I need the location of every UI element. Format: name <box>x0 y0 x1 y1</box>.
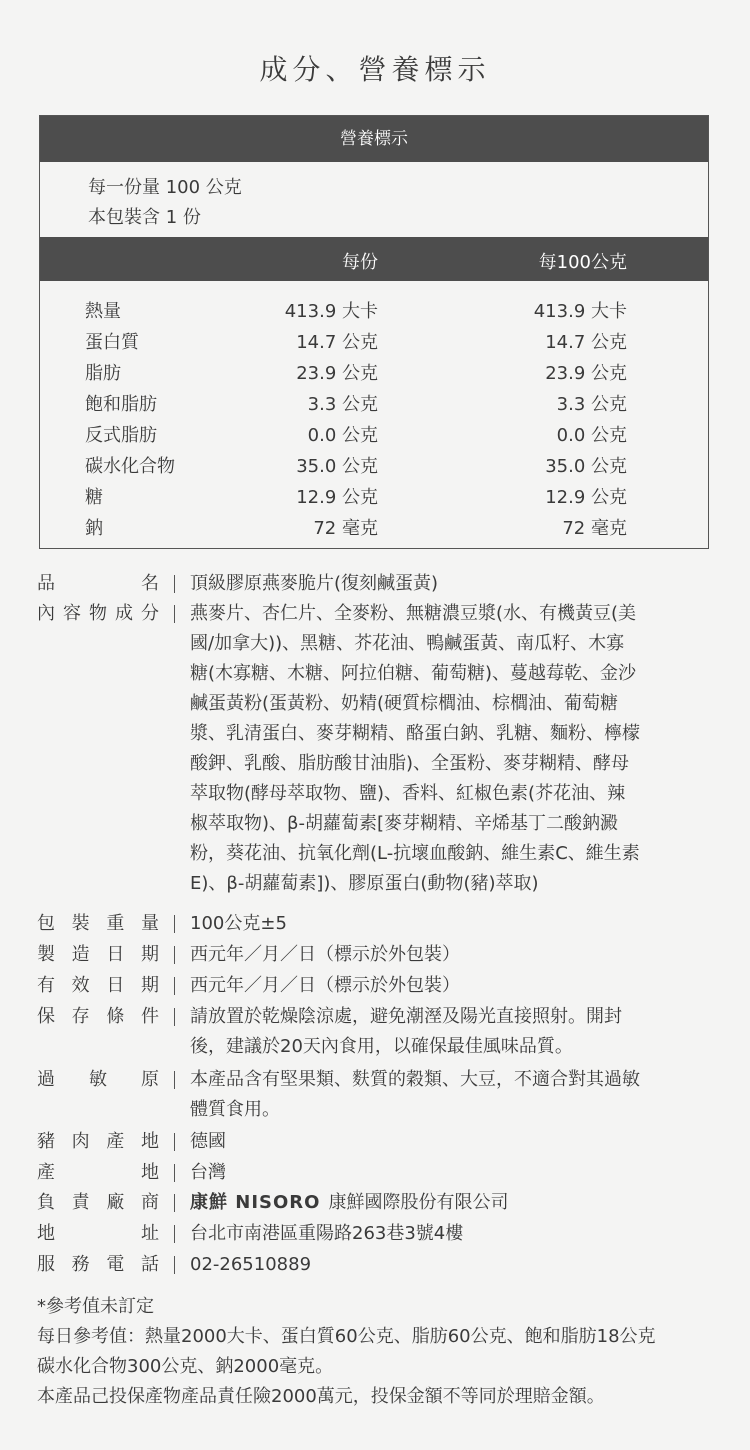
nutrient-name: 飽和脂肪 <box>85 394 157 415</box>
value-text: 台灣 <box>190 1162 226 1183</box>
column-header <box>40 237 708 281</box>
product-name-label: 品 名 <box>37 573 159 594</box>
nutrient-name: 碳水化合物 <box>85 456 175 477</box>
value-text: 萃取物(酵母萃取物、鹽)、香料、紅椒色素(芥花油、辣 <box>190 783 626 804</box>
value-text: 德國 <box>190 1131 226 1152</box>
nutrient-name: 脂肪 <box>85 363 121 384</box>
per-serving-value: 14.7 公克 <box>296 332 378 353</box>
value-text: 國/加拿大))、黑糖、芥花油、鴨鹹蛋黃、南瓜籽、木寡 <box>190 633 625 654</box>
value-text: E)、β-胡蘿蔔素])、膠原蛋白(動物(豬)萃取) <box>190 873 539 894</box>
per-100g-value: 23.9 公克 <box>545 363 627 384</box>
value-line <box>190 569 712 599</box>
value-line <box>190 779 712 809</box>
nutrition-row <box>40 390 708 421</box>
value-text: 02-26510889 <box>190 1254 312 1275</box>
separator <box>174 977 175 995</box>
storage-value <box>190 1002 712 1062</box>
value-text: 後，建議於20天內食用，以確保最佳風味品質。 <box>190 1036 573 1057</box>
pork-origin-value <box>190 1127 712 1157</box>
value-text: 西元年／月／日（標示於外包裝） <box>190 975 460 996</box>
per-serving-value: 35.0 公克 <box>296 456 378 477</box>
nutrient-name: 反式脂肪 <box>85 425 157 446</box>
value-text: 本產品含有堅果類、麩質的穀類、大豆，不適合對其過敏 <box>190 1069 640 1090</box>
separator <box>174 1164 175 1182</box>
value-line <box>190 1219 712 1249</box>
separator <box>174 605 175 623</box>
value-line <box>190 1158 712 1188</box>
separator <box>174 915 175 933</box>
origin-label: 產 地 <box>37 1162 159 1183</box>
value-line <box>190 1095 712 1125</box>
value-line <box>190 1127 712 1157</box>
storage-label: 保 存 條 件 <box>37 1006 159 1027</box>
value-line <box>190 971 712 1001</box>
nutrition-row <box>40 328 708 359</box>
value-text: 體質食用。 <box>190 1099 280 1120</box>
separator <box>174 1225 175 1243</box>
value-text: 西元年／月／日（標示於外包裝） <box>190 944 460 965</box>
value-line <box>190 599 712 629</box>
separator <box>174 575 175 593</box>
manufacture-date-value <box>190 940 712 970</box>
value-line <box>190 1002 712 1032</box>
per-serving-value: 413.9 大卡 <box>284 301 378 322</box>
net-weight-label: 包 裝 重 量 <box>37 913 159 934</box>
daily-reference-continued: 碳水化合物300公克、鈉2000毫克。 <box>37 1356 334 1377</box>
per-100g-value: 0.0 公克 <box>556 425 627 446</box>
address-value <box>190 1219 712 1249</box>
per-100g-value: 12.9 公克 <box>545 487 627 508</box>
nutrient-name: 鈉 <box>85 518 103 539</box>
column-per-serving: 每份 <box>342 252 378 273</box>
value-line <box>190 1188 712 1218</box>
value-line <box>190 909 712 939</box>
separator <box>174 1133 175 1151</box>
value-text: 糖(木寡糖、木糖、阿拉伯糖、葡萄糖)、蔓越莓乾、金沙 <box>190 663 637 684</box>
value-line <box>190 839 712 869</box>
manufacturer-label: 負 責 廠 商 <box>37 1192 159 1213</box>
ingredients-value <box>190 599 712 899</box>
per-serving-value: 72 毫克 <box>313 518 378 539</box>
value-text: 酸鉀、乳酸、脂肪酸甘油脂)、全蛋粉、麥芽糊精、酵母 <box>190 753 630 774</box>
per-serving-value: 12.9 公克 <box>296 487 378 508</box>
value-text: 椒萃取物)、β-胡蘿蔔素[麥芽糊精、辛烯基丁二酸鈉澱 <box>190 813 619 834</box>
servings-per-pack: 本包裝含 1 份 <box>88 207 201 228</box>
nutrient-name: 蛋白質 <box>85 332 139 353</box>
nutrition-table <box>39 115 709 549</box>
per-100g-value: 413.9 大卡 <box>533 301 627 322</box>
serving-size: 每一份量 100 公克 <box>88 177 242 198</box>
service-phone-label: 服 務 電 話 <box>37 1254 159 1275</box>
page-title: 成分、營養標示 <box>259 53 491 86</box>
value-line <box>190 1250 712 1280</box>
value-text: 100公克±5 <box>190 913 287 934</box>
separator <box>174 1008 175 1026</box>
nutrition-row <box>40 452 708 483</box>
value-text: 燕麥片、杏仁片、全麥粉、無糖濃豆漿(水、有機黃豆(美 <box>190 603 637 624</box>
value-text: 漿、乳清蛋白、麥芽糊精、酪蛋白鈉、乳糖、麵粉、檸檬 <box>190 723 640 744</box>
value-text: 粉，葵花油、抗氧化劑(L-抗壞血酸鈉、維生素C、維生素 <box>190 843 640 864</box>
per-serving-value: 0.0 公克 <box>307 425 378 446</box>
value-text: 台北市南港區重陽路263巷3號4樓 <box>190 1223 464 1244</box>
separator <box>174 1071 175 1089</box>
separator <box>174 1256 175 1274</box>
address-label: 地 址 <box>37 1223 159 1244</box>
value-line <box>190 1032 712 1062</box>
value-text: 請放置於乾燥陰涼處，避免潮溼及陽光直接照射。開封 <box>190 1006 622 1027</box>
value-line <box>190 719 712 749</box>
per-serving-value: 23.9 公克 <box>296 363 378 384</box>
service-phone-value <box>190 1250 712 1280</box>
manufacturer-value <box>190 1188 712 1218</box>
nutrient-name: 熱量 <box>85 301 121 322</box>
net-weight-value <box>190 909 712 939</box>
column-per-100g: 每100公克 <box>538 252 627 273</box>
per-100g-value: 35.0 公克 <box>545 456 627 477</box>
value-text: 鹹蛋黃粉(蛋黃粉、奶精(硬質棕櫚油、棕櫚油、葡萄糖 <box>190 693 619 714</box>
nutrition-row <box>40 359 708 390</box>
value-line <box>190 809 712 839</box>
nutrition-row <box>40 421 708 452</box>
value-line <box>190 1065 712 1095</box>
allergen-label: 過 敏 原 <box>37 1069 159 1090</box>
separator <box>174 1194 175 1212</box>
expiry-date-label: 有 效 日 期 <box>37 975 159 996</box>
value-line <box>190 940 712 970</box>
nutrient-name: 糖 <box>85 487 103 508</box>
insurance-note: 本產品己投保產物產品責任險2000萬元，投保金額不等同於理賠金額。 <box>37 1386 605 1407</box>
allergen-value <box>190 1065 712 1125</box>
per-100g-value: 72 毫克 <box>562 518 627 539</box>
product-name-value <box>190 569 712 599</box>
expiry-date-value <box>190 971 712 1001</box>
origin-value <box>190 1158 712 1188</box>
per-serving-value: 3.3 公克 <box>307 394 378 415</box>
pork-origin-label: 豬 肉 產 地 <box>37 1131 159 1152</box>
separator <box>174 946 175 964</box>
value-text: 頂級膠原燕麥脆片(復刻鹹蛋黃) <box>190 573 439 594</box>
value-text: 康鮮國際股份有限公司 <box>328 1192 509 1213</box>
value-line <box>190 659 712 689</box>
brand-logo: 康鮮 NISORO <box>190 1192 321 1213</box>
footnote: *參考值未訂定 <box>37 1296 154 1317</box>
nutrition-row <box>40 483 708 514</box>
ingredients-label: 內 容 物 成 分 <box>37 603 159 624</box>
value-line <box>190 629 712 659</box>
per-100g-value: 14.7 公克 <box>545 332 627 353</box>
value-line <box>190 869 712 899</box>
daily-reference: 每日參考值：熱量2000大卡、蛋白質60公克、脂肪60公克、飽和脂肪18公克 <box>37 1326 656 1347</box>
value-line <box>190 689 712 719</box>
per-100g-value: 3.3 公克 <box>556 394 627 415</box>
value-line <box>190 749 712 779</box>
nutrition-row <box>40 514 708 545</box>
nutrition-row <box>40 297 708 328</box>
manufacture-date-label: 製 造 日 期 <box>37 944 159 965</box>
nutrition-header: 營養標示 <box>40 116 708 162</box>
